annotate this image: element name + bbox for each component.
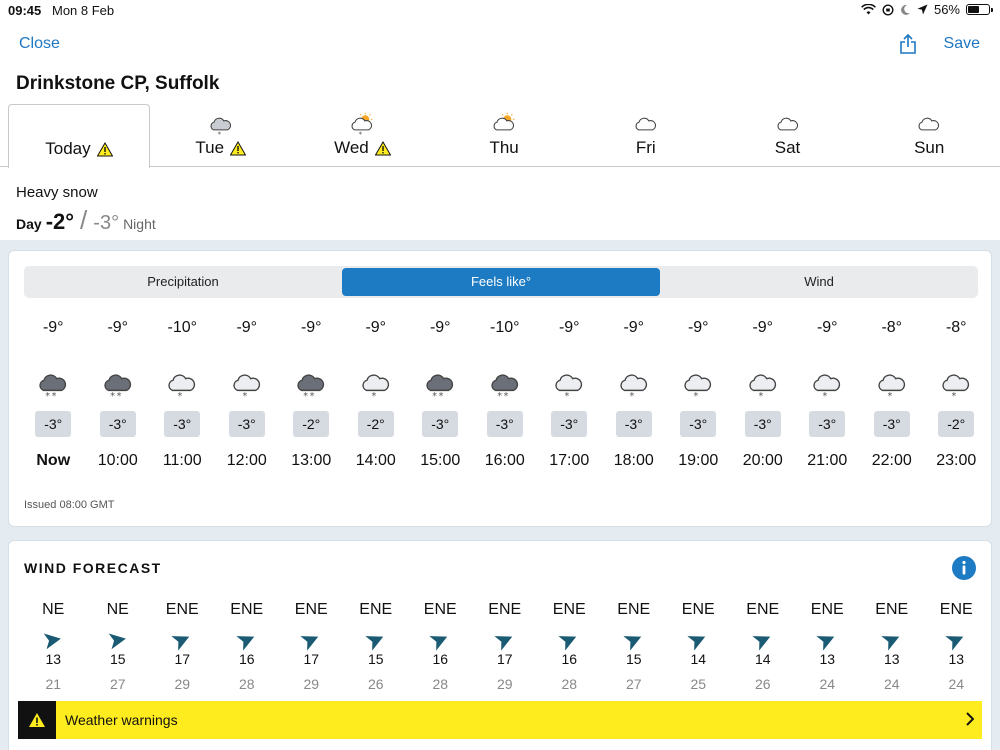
wind-direction: ENE — [681, 601, 715, 618]
temperature-chip: -3° — [35, 411, 71, 437]
wind-gust: 27 — [625, 676, 642, 692]
feels-like-temp: -9° — [42, 319, 64, 336]
wind-direction: ENE — [359, 601, 393, 618]
light-snow-icon — [552, 367, 586, 401]
heavy-snow-icon — [423, 367, 457, 401]
warning-icon-box — [18, 701, 56, 739]
wind-speed: 16 — [238, 651, 255, 667]
wind-speed: 16 — [432, 651, 449, 667]
hour-label: 23:00 — [936, 452, 977, 469]
wind-speed: 16 — [561, 651, 578, 667]
temperature-chip: -2° — [293, 411, 329, 437]
temperature-summary — [16, 205, 156, 236]
hour-label: 15:00 — [420, 452, 461, 469]
feels-like-temp: -9° — [558, 319, 580, 336]
wind-direction: ENE — [230, 601, 264, 618]
temperature-chip: -3° — [100, 411, 136, 437]
hour-label: 22:00 — [871, 452, 912, 469]
day-tabs — [0, 104, 1000, 167]
hour-label: Now — [36, 452, 71, 469]
day-tab-sat[interactable] — [717, 104, 859, 167]
hour-label: 14:00 — [355, 452, 396, 469]
svg-text:*: * — [51, 390, 57, 401]
temperature-chip: -3° — [809, 411, 845, 437]
snow-cloud-icon — [206, 112, 236, 138]
wind-direction: ENE — [939, 601, 973, 618]
wind-arrow-icon — [42, 629, 64, 651]
day-name: Wed — [334, 138, 369, 157]
weather-warnings-bar[interactable] — [18, 701, 982, 739]
wind-arrow-icon — [945, 629, 967, 651]
day-tab-label — [717, 138, 859, 158]
temperature-chip: -3° — [422, 411, 458, 437]
feels-like-temp: -9° — [107, 319, 129, 336]
wind-speed: 17 — [303, 651, 320, 667]
wind-speed: 13 — [948, 651, 965, 667]
wind-arrow-icon — [107, 629, 129, 651]
day-summary — [16, 184, 156, 236]
wind-forecast-title: WIND FORECAST — [24, 560, 162, 576]
svg-text:*: * — [371, 390, 377, 401]
svg-text:*: * — [177, 390, 183, 401]
heavy-snow-icon — [101, 367, 135, 401]
light-snow-icon — [810, 367, 844, 401]
wind-gust: 28 — [432, 676, 449, 692]
svg-text:*: * — [564, 390, 570, 401]
battery-percent: 56% — [933, 2, 960, 17]
feels-like-temp: -8° — [945, 319, 967, 336]
feels-like-temp: -9° — [623, 319, 645, 336]
wind-arrow-icon — [171, 629, 193, 651]
heavy-snow-icon — [36, 367, 70, 401]
status-bar — [0, 0, 1000, 20]
svg-text:*: * — [503, 390, 509, 401]
wind-arrow-icon — [752, 629, 774, 651]
day-tab-fri[interactable] — [575, 104, 717, 167]
hour-label: 21:00 — [807, 452, 848, 469]
tab-precipitation[interactable]: Precipitation — [147, 274, 219, 289]
hour-label: 17:00 — [549, 452, 590, 469]
wifi-icon — [861, 4, 876, 15]
day-name: Fri — [635, 138, 656, 157]
battery-fill — [968, 6, 979, 13]
night-label: Night — [123, 216, 156, 232]
wind-direction: ENE — [294, 601, 328, 618]
wind-speed: 13 — [45, 651, 62, 667]
wind-arrow-icon — [687, 629, 709, 651]
temperature-chip: -3° — [745, 411, 781, 437]
sun-cloud-snow-icon — [347, 112, 377, 138]
wind-direction: NE — [106, 601, 129, 618]
day-name: Thu — [489, 138, 519, 157]
svg-text:*: * — [45, 390, 51, 401]
temperature-chip: -3° — [680, 411, 716, 437]
info-icon[interactable] — [952, 556, 976, 580]
svg-text:*: * — [358, 129, 363, 138]
wind-arrow-icon — [881, 629, 903, 651]
svg-text:*: * — [629, 390, 635, 401]
cloud-icon — [631, 112, 661, 134]
tab-wind[interactable]: Wind — [804, 274, 834, 289]
hour-label: 18:00 — [613, 452, 654, 469]
cloud-icon — [914, 112, 944, 134]
day-temperature: -2° — [45, 209, 75, 234]
wind-arrow-icon — [236, 629, 258, 651]
wind-gust: 29 — [496, 676, 513, 692]
temperature-chip: -3° — [551, 411, 587, 437]
location-title: Drinkstone CP, Suffolk — [16, 73, 220, 94]
night-temperature: -3° — [93, 212, 120, 234]
wind-speed: 15 — [625, 651, 642, 667]
temperature-chip: -3° — [616, 411, 652, 437]
svg-text:*: * — [693, 390, 699, 401]
wind-direction: NE — [42, 601, 65, 618]
wind-gust: 29 — [174, 676, 191, 692]
svg-text:*: * — [217, 129, 221, 138]
temperature-chip: -3° — [229, 411, 265, 437]
svg-text:*: * — [242, 390, 248, 401]
hour-label: 11:00 — [162, 452, 202, 469]
wind-speed: 17 — [496, 651, 513, 667]
day-tab-tue[interactable] — [150, 104, 292, 167]
feels-like-temp: -9° — [687, 319, 709, 336]
temperature-chip: -2° — [358, 411, 394, 437]
wind-gust: 24 — [948, 676, 965, 692]
warning-icon — [230, 141, 246, 156]
feels-like-temp: -9° — [752, 319, 774, 336]
light-snow-icon — [165, 367, 199, 401]
day-tab-label — [9, 139, 149, 159]
wind-direction: ENE — [423, 601, 457, 618]
hour-label: 10:00 — [97, 452, 138, 469]
day-name: Tue — [195, 138, 225, 157]
wind-arrow-icon — [816, 629, 838, 651]
warning-icon — [97, 142, 113, 157]
feels-like-temp: -9° — [365, 319, 387, 336]
weather-warnings-label: Weather warnings — [65, 712, 178, 728]
rotation-lock-icon — [882, 4, 894, 16]
wind-gust: 26 — [754, 676, 771, 692]
forecast-mode-tabs — [24, 266, 978, 298]
hour-label: 16:00 — [484, 452, 525, 469]
status-icons — [861, 2, 990, 17]
wind-direction: ENE — [165, 601, 199, 618]
wind-speed: 13 — [819, 651, 836, 667]
svg-text:*: * — [438, 390, 444, 401]
day-tab-label — [575, 138, 717, 158]
wind-gust: 25 — [690, 676, 707, 692]
wind-arrow-icon — [558, 629, 580, 651]
wind-gust: 27 — [109, 676, 126, 692]
warning-icon — [375, 141, 391, 156]
svg-text:*: * — [887, 390, 893, 401]
hour-label: 20:00 — [742, 452, 783, 469]
temperature-chip: -3° — [487, 411, 523, 437]
light-snow-icon — [681, 367, 715, 401]
wind-gust: 21 — [45, 676, 62, 692]
wind-speed: 15 — [367, 651, 384, 667]
light-snow-icon — [746, 367, 780, 401]
feels-like-temp: -9° — [816, 319, 838, 336]
wind-speed: 15 — [109, 651, 126, 667]
day-tab-label — [433, 138, 575, 158]
day-tab-label — [858, 138, 1000, 158]
wind-speed: 13 — [883, 651, 900, 667]
chevron-right-icon — [966, 712, 974, 726]
svg-text:*: * — [822, 390, 828, 401]
wind-direction: ENE — [488, 601, 522, 618]
wind-speed: 14 — [754, 651, 771, 667]
day-tab-sun[interactable] — [858, 104, 1000, 167]
temperature-chip: -3° — [164, 411, 200, 437]
svg-text:*: * — [309, 390, 315, 401]
svg-text:*: * — [116, 390, 122, 401]
wind-direction: ENE — [875, 601, 909, 618]
wind-arrow-icon — [365, 629, 387, 651]
close-button[interactable]: Close — [19, 35, 60, 52]
battery-icon — [966, 4, 990, 15]
day-name: Sun — [914, 138, 945, 157]
wind-gust: 26 — [367, 676, 384, 692]
wind-gust: 28 — [561, 676, 578, 692]
day-name: Sat — [774, 138, 801, 157]
wind-gust: 24 — [883, 676, 900, 692]
svg-text:*: * — [110, 390, 115, 401]
wind-direction: ENE — [552, 601, 586, 618]
day-tab-today[interactable] — [8, 104, 150, 168]
share-icon[interactable] — [899, 34, 917, 54]
hour-label: 12:00 — [226, 452, 267, 469]
svg-text:*: * — [303, 390, 309, 401]
feels-like-temp: -9° — [236, 319, 258, 336]
feels-like-temp: -10° — [489, 319, 520, 336]
wind-arrow-icon — [300, 629, 322, 651]
temperature-chip: -3° — [874, 411, 910, 437]
issued-time: Issued 08:00 GMT — [24, 499, 115, 511]
light-snow-icon — [939, 367, 973, 401]
day-tab-wed[interactable] — [292, 104, 434, 167]
cloud-icon — [773, 112, 803, 134]
wind-direction: ENE — [617, 601, 651, 618]
hourly-forecast-card — [8, 250, 992, 527]
temperature-separator: / — [80, 205, 88, 235]
day-name: Today — [45, 139, 91, 158]
hour-label: 19:00 — [678, 452, 719, 469]
wind-speed: 17 — [174, 651, 191, 667]
day-tab-label — [150, 138, 292, 158]
hour-label: 13:00 — [291, 452, 332, 469]
wind-direction: ENE — [810, 601, 844, 618]
light-snow-icon — [875, 367, 909, 401]
feels-like-temp: -9° — [429, 319, 451, 336]
heavy-snow-icon — [488, 367, 522, 401]
temperature-chip: -2° — [938, 411, 974, 437]
tab-feels-like[interactable]: Feels like° — [342, 268, 660, 296]
warning-icon — [28, 712, 46, 728]
svg-text:*: * — [951, 390, 957, 401]
svg-text:*: * — [497, 390, 502, 401]
wind-gust: 24 — [819, 676, 836, 692]
feels-like-temp: -9° — [300, 319, 322, 336]
sun-cloud-icon — [489, 112, 519, 134]
wind-arrow-icon — [623, 629, 645, 651]
day-tab-label — [292, 138, 434, 158]
svg-text:*: * — [758, 390, 764, 401]
feels-like-temp: -10° — [167, 319, 198, 336]
location-arrow-icon — [917, 4, 928, 15]
status-time: 09:45 — [8, 3, 42, 18]
svg-text:*: * — [432, 390, 438, 401]
wind-arrow-icon — [429, 629, 451, 651]
status-date: Mon 8 Feb — [52, 3, 115, 18]
feels-like-temp: -8° — [881, 319, 903, 336]
wind-speed: 14 — [690, 651, 707, 667]
day-tab-thu[interactable] — [433, 104, 575, 167]
light-snow-icon — [230, 367, 264, 401]
wind-direction: ENE — [746, 601, 780, 618]
heavy-snow-icon — [294, 367, 328, 401]
condition-text: Heavy snow — [16, 184, 98, 201]
light-snow-icon — [359, 367, 393, 401]
wind-arrow-icon — [494, 629, 516, 651]
moon-icon — [900, 4, 911, 16]
light-snow-icon — [617, 367, 651, 401]
wind-gust: 29 — [303, 676, 320, 692]
save-button[interactable]: Save — [943, 35, 980, 52]
day-label: Day — [16, 216, 42, 232]
wind-gust: 28 — [238, 676, 255, 692]
